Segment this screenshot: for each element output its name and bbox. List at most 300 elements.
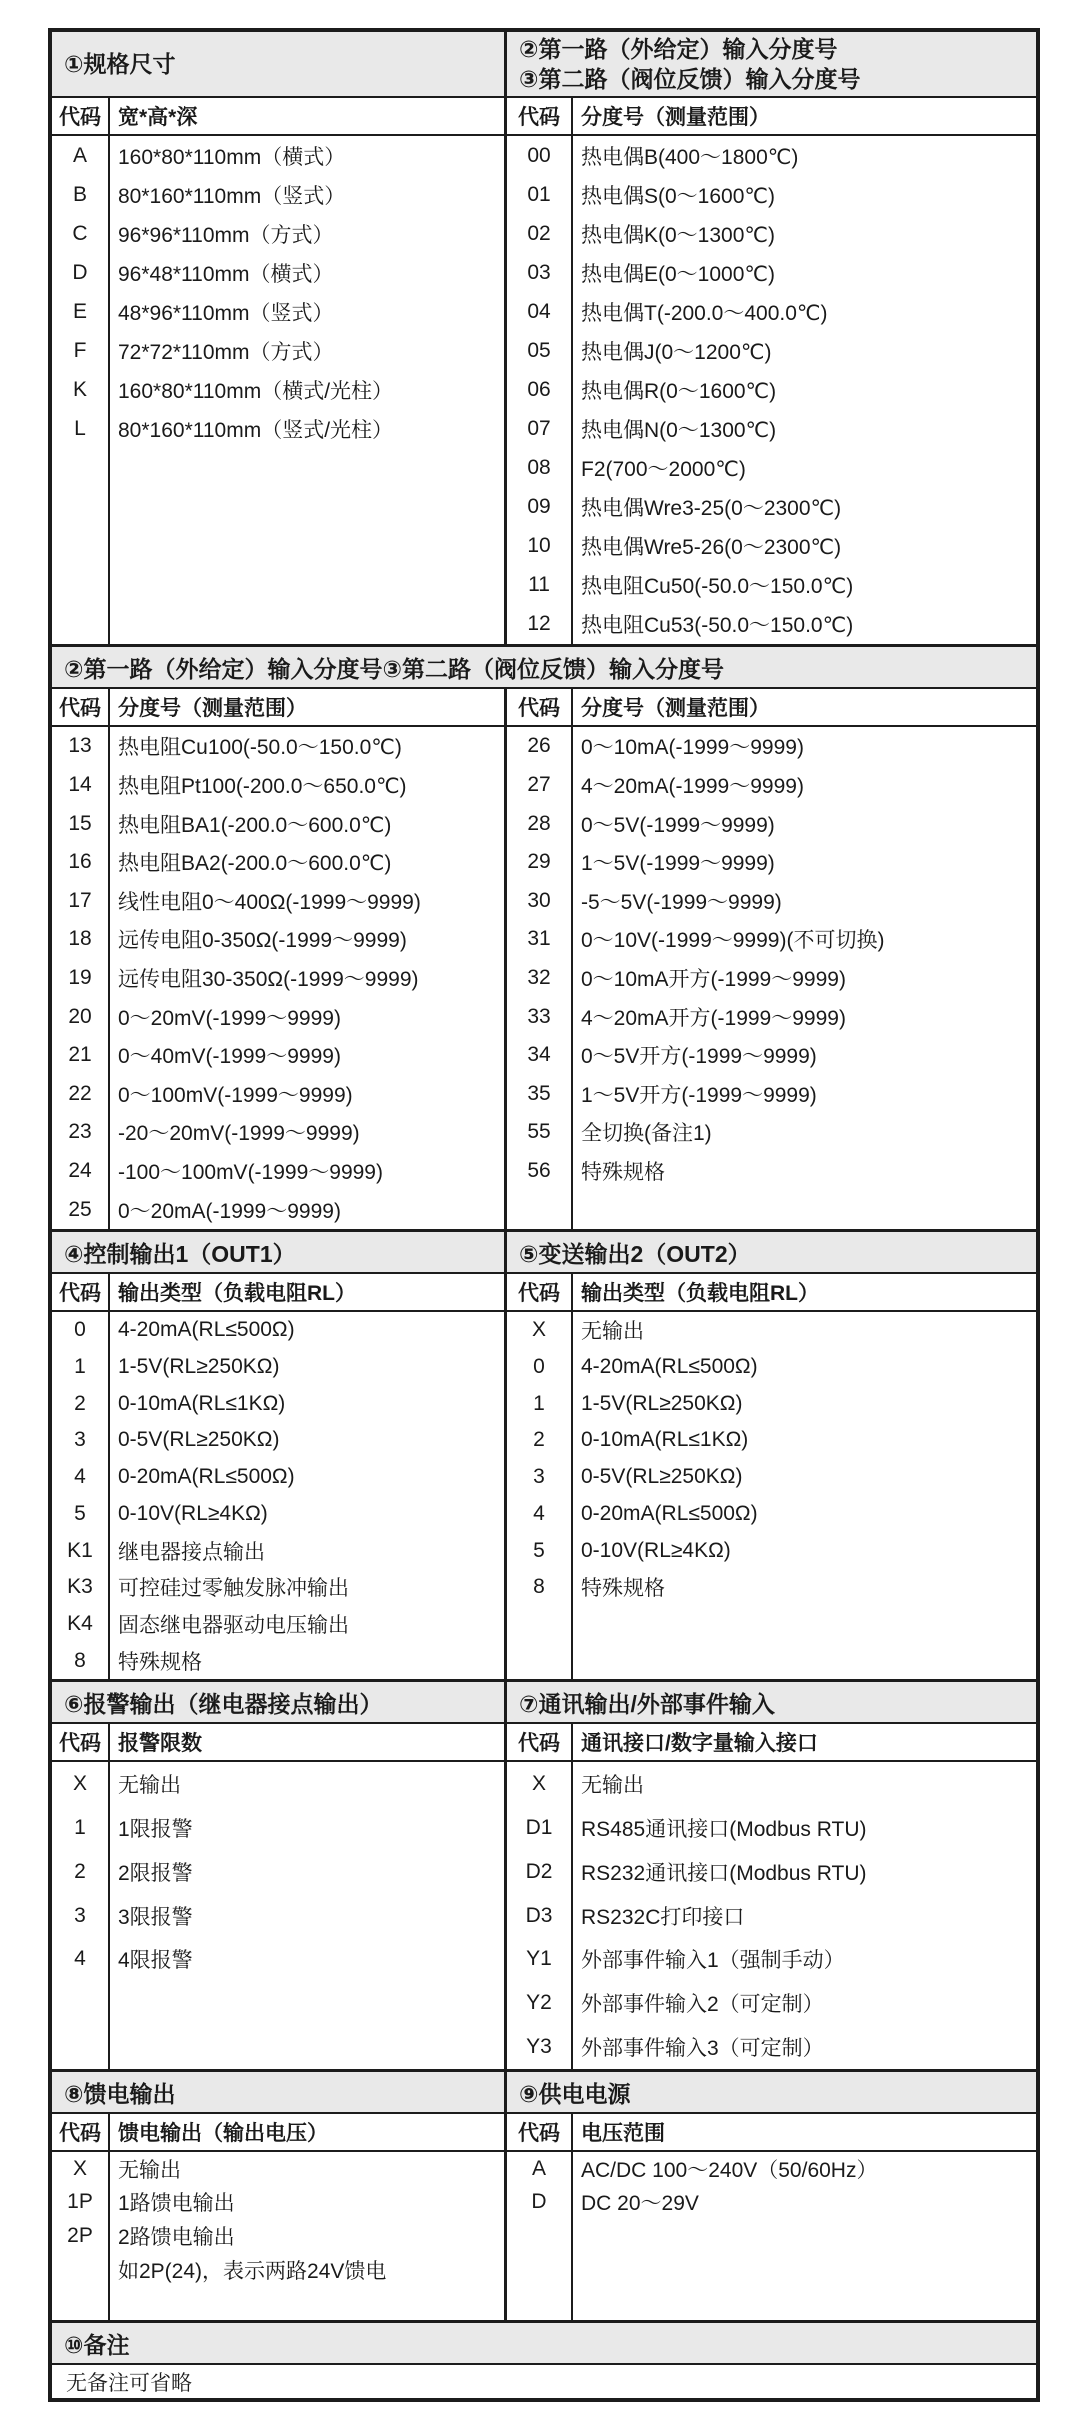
table-row [52,881,504,920]
row-code: 10 [507,527,573,566]
row-desc: 无输出 [581,1320,644,1344]
row-desc: 热电阻Cu53(-50.0～150.0℃) [581,614,854,638]
code-column-header: 代码 [52,1724,110,1760]
row-desc: 外部事件输入2（可定制） [581,1993,824,2017]
row-desc: 0-20mA(RL≤500Ω) [581,1501,758,1525]
value-column-header: 分度号（测量范围） [581,697,770,720]
column-header-row [52,98,504,136]
table-row [52,1642,504,1679]
row-desc: 远传电阻0-350Ω(-1999～9999) [118,929,407,953]
row-code: A [507,2152,573,2186]
row-desc: 可控硅过零触发脉冲输出 [118,1577,349,1601]
row-desc: RS485通讯接口(Modbus RTU) [581,1817,867,1841]
row-code: 24 [52,1152,110,1191]
row-code: K [52,370,110,409]
table-row [52,1113,504,1152]
table-filler [507,2219,1036,2320]
row-code: 5 [52,1496,110,1533]
band-outputs [52,1229,1036,1679]
row-desc: 1路馈电输出 [118,2192,235,2216]
row-desc: 如2P(24)，表示两路24V馈电 [118,2259,387,2283]
code-column-header: 代码 [507,1274,573,1310]
row-code: 32 [507,959,573,998]
row-code: 08 [507,449,573,488]
table-row [507,449,1036,488]
code-column-header: 代码 [507,1724,573,1760]
row-desc: 0-10mA(RL≤1KΩ) [118,1391,286,1415]
section-out2 [507,1232,1036,1679]
section-title-text: ②第一路（外给定）输入分度号③第二路（阀位反馈）输入分度号 [64,655,724,682]
comm-rows [507,1762,1036,2069]
table-row [507,566,1036,605]
row-desc: 0-10V(RL≥4KΩ) [118,1501,268,1525]
row-desc: 0～100mV(-1999～9999) [118,1083,353,1107]
table-row [52,1606,504,1643]
row-code: 14 [52,766,110,805]
row-code: D [52,253,110,292]
code-column-header: 代码 [52,98,110,134]
row-desc: 0～10mA开方(-1999～9999) [581,967,846,991]
row-code: K4 [52,1606,110,1643]
table-row [507,1850,1036,1894]
table-row [507,1496,1036,1533]
row-desc: 0～20mA(-1999～9999) [118,1199,341,1223]
row-desc: 1～5V开方(-1999～9999) [581,1083,817,1107]
row-code: D1 [507,1806,573,1850]
row-code: 4 [507,1496,573,1533]
table-row [507,997,1036,1036]
spec-rows [52,136,504,644]
table-row [52,2219,504,2253]
section-title-text: ⑦通讯输出/外部事件输入 [519,1690,775,1717]
table-row [52,1190,504,1229]
row-desc: 热电偶Wre3-25(0～2300℃) [581,497,842,521]
row-code: 09 [507,488,573,527]
table-row [507,881,1036,920]
row-desc: 热电阻Cu50(-50.0～150.0℃) [581,575,854,599]
row-code: 07 [507,410,573,449]
row-code: 34 [507,1036,573,1075]
filler-code-cell [507,1190,573,1229]
row-desc: RS232C打印接口 [581,1905,745,1929]
row-code: 04 [507,292,573,331]
row-desc: 继电器接点输出 [118,1540,265,1564]
table-row [507,1113,1036,1152]
table-filler [52,2286,504,2320]
column-header-row [507,1274,1036,1312]
row-code: 0 [507,1349,573,1386]
table-row [507,920,1036,959]
value-column-header: 分度号（测量范围） [581,106,770,129]
row-code: F [52,331,110,370]
table-row [52,292,504,331]
row-desc: 1限报警 [118,1817,193,1841]
row-code: 06 [507,370,573,409]
table-row [52,1894,504,1938]
table-row [52,214,504,253]
row-code: 19 [52,959,110,998]
row-desc: 4～20mA开方(-1999～9999) [581,1006,846,1030]
table-row [507,2186,1036,2220]
row-code: 03 [507,253,573,292]
section-spec-size [52,32,507,644]
table-row [52,1937,504,1981]
filler-code-cell [507,1606,573,1679]
band-feed-power [52,2069,1036,2320]
column-header-row [52,1274,504,1312]
section-input-a [507,32,1036,644]
column-header-row [507,1724,1036,1762]
band-note [52,2320,1036,2398]
row-desc: 全切换(备注1) [581,1122,712,1146]
table-row [52,959,504,998]
table-row [507,766,1036,805]
filler-code-cell [507,2219,573,2320]
section-title-input-b [52,647,1036,689]
row-code: 26 [507,727,573,766]
row-code: 2 [52,1385,110,1422]
row-desc: -100～100mV(-1999～9999) [118,1161,383,1184]
table-row [52,1762,504,1806]
filler-desc-cell [110,2286,504,2320]
row-desc: 4～20mA(-1999～9999) [581,774,804,798]
row-code: X [52,1762,110,1806]
section-title-out2 [507,1232,1036,1274]
row-code: 17 [52,881,110,920]
section-title-text: ⑨供电电源 [519,2080,631,2107]
row-code: 29 [507,843,573,882]
row-desc: 2路馈电输出 [118,2225,235,2249]
section-title-power [507,2072,1036,2114]
value-column-header: 馈电输出（输出电压） [118,2122,328,2145]
row-code: X [507,1312,573,1349]
row-code: D [507,2186,573,2220]
input-b-right [507,689,1036,1229]
row-code: 56 [507,1152,573,1191]
row-code: 4 [52,1459,110,1496]
row-desc: 热电偶K(0～1300℃) [581,223,775,247]
row-desc: 远传电阻30-350Ω(-1999～9999) [118,967,419,991]
row-desc: 160*80*110mm（横式） [118,145,346,169]
code-column-header: 代码 [52,689,110,725]
section-title-out1 [52,1232,504,1274]
column-header-row [507,689,1036,727]
row-desc: 0-5V(RL≥250KΩ) [118,1428,280,1452]
row-code: A [52,136,110,175]
table-row [52,136,504,175]
table-row [52,410,504,449]
value-column-header: 输出类型（负载电阻RL） [118,1282,356,1305]
row-desc: 0～20mV(-1999～9999) [118,1006,341,1030]
filler-desc-cell [573,1606,1036,1679]
row-desc: 热电阻Cu100(-50.0～150.0℃) [118,736,402,760]
table-filler [507,1190,1036,1229]
table-row [52,1496,504,1533]
row-code: 1P [52,2186,110,2220]
section-title-text: ⑤变送输出2（OUT2） [519,1240,751,1267]
row-code: 16 [52,843,110,882]
row-desc: 热电偶N(0～1300℃) [581,419,777,443]
row-desc: 48*96*110mm（竖式） [118,301,334,325]
section-title-input-a [507,32,1036,98]
column-header-row [52,689,504,727]
row-desc: 0-5V(RL≥250KΩ) [581,1465,743,1489]
row-code: 33 [507,997,573,1036]
note-content: 无备注可省略 [66,2371,192,2395]
table-row [507,843,1036,882]
row-desc: 无输出 [581,1773,644,1797]
table-row [52,2253,504,2287]
table-row [507,1152,1036,1191]
table-row [507,410,1036,449]
row-desc: 0-10mA(RL≤1KΩ) [581,1428,749,1452]
table-row [507,1074,1036,1113]
row-code: E [52,292,110,331]
row-code: K3 [52,1569,110,1606]
feed-rows [52,2152,504,2320]
value-column-header: 输出类型（负载电阻RL） [581,1282,819,1305]
input-a-rows [507,136,1036,644]
row-desc: 热电阻BA1(-200.0～600.0℃) [118,813,392,837]
row-desc: 0～5V开方(-1999～9999) [581,1045,817,1069]
row-code: 18 [52,920,110,959]
row-code: 31 [507,920,573,959]
row-code [52,2253,110,2287]
table-row [507,1459,1036,1496]
row-code: 3 [52,1894,110,1938]
alarm-rows [52,1762,504,2069]
section-title-feed [52,2072,504,2114]
row-desc: 1～5V(-1999～9999) [581,852,775,876]
table-row [507,727,1036,766]
table-row [52,1349,504,1386]
column-header-row [52,2114,504,2152]
table-row [507,331,1036,370]
table-filler [507,1606,1036,1679]
table-row [507,959,1036,998]
table-row [507,1894,1036,1938]
row-desc: 0～10V(-1999～9999)(不可切换) [581,929,885,953]
code-column-header: 代码 [52,2114,110,2150]
table-row [52,1312,504,1349]
table-row [507,605,1036,644]
row-code: 22 [52,1074,110,1113]
row-desc: DC 20～29V [581,2192,699,2216]
table-row [507,370,1036,409]
table-row [52,804,504,843]
section-title-text: ⑧馈电输出 [64,2080,176,2107]
section-title-comm [507,1682,1036,1724]
row-desc: 无输出 [118,1773,181,1797]
row-code: 1 [52,1349,110,1386]
row-desc: 热电阻Pt100(-200.0～650.0℃) [118,774,407,798]
table-row [507,1349,1036,1386]
row-code: 25 [52,1190,110,1229]
row-code: 35 [507,1074,573,1113]
table-row [507,1385,1036,1422]
section-title-alarm [52,1682,504,1724]
table-row [52,766,504,805]
row-code: 13 [52,727,110,766]
input-b-right-rows [507,727,1036,1229]
section-feed [52,2072,507,2320]
row-desc: 外部事件输入1（强制手动） [581,1949,845,1973]
row-desc: 2限报警 [118,1861,193,1885]
table-row [507,1981,1036,2025]
section-title-text: ④控制输出1（OUT1） [64,1240,296,1267]
row-desc: -5～5V(-1999～9999) [581,890,782,914]
model-selection-table [48,28,1040,2402]
row-code: Y3 [507,2025,573,2069]
row-code: 21 [52,1036,110,1075]
row-desc: 特殊规格 [581,1161,665,1184]
row-desc: 0-20mA(RL≤500Ω) [118,1465,295,1489]
row-code: B [52,175,110,214]
input-b-left [52,689,507,1229]
power-rows [507,2152,1036,2320]
row-desc: 0-10V(RL≥4KΩ) [581,1538,731,1562]
table-row [507,527,1036,566]
row-desc: 特殊规格 [581,1577,665,1601]
row-desc: 固态继电器驱动电压输出 [118,1613,349,1637]
row-desc: 80*160*110mm（竖式） [118,184,346,208]
code-column-header: 代码 [507,98,573,134]
table-row [507,253,1036,292]
row-code: 55 [507,1113,573,1152]
row-desc: 外部事件输入3（可定制） [581,2037,824,2061]
row-code: 15 [52,804,110,843]
row-code: 05 [507,331,573,370]
table-row [507,488,1036,527]
row-code: 02 [507,214,573,253]
section-power [507,2072,1036,2320]
table-row [52,1152,504,1191]
row-desc: 1-5V(RL≥250KΩ) [581,1391,743,1415]
table-row [52,331,504,370]
table-row [52,2186,504,2220]
row-desc: 80*160*110mm（竖式/光柱） [118,419,394,443]
section-title-text: ①规格尺寸 [64,51,176,77]
filler-desc-cell [573,2219,1036,2320]
row-code: 27 [507,766,573,805]
table-row [52,1850,504,1894]
row-code: 12 [507,605,573,644]
row-desc: RS232通讯接口(Modbus RTU) [581,1861,867,1885]
code-column-header: 代码 [507,689,573,725]
filler-code-cell [52,449,110,644]
row-desc: 4-20mA(RL≤500Ω) [581,1355,758,1379]
code-column-header: 代码 [52,1274,110,1310]
column-header-row [507,98,1036,136]
table-row [507,292,1036,331]
row-code: D3 [507,1894,573,1938]
value-column-header: 宽*高*深 [118,106,198,129]
section-comm [507,1682,1036,2069]
row-desc: 热电偶R(0～1600℃) [581,380,777,403]
table-row [52,2152,504,2186]
row-code: 2P [52,2219,110,2253]
table-row [52,1385,504,1422]
row-code: 5 [507,1532,573,1569]
value-column-header: 电压范围 [581,2122,665,2145]
table-row [52,843,504,882]
input-b-split [52,689,1036,1229]
value-column-header: 报警限数 [118,1732,202,1755]
row-code: Y1 [507,1937,573,1981]
table-row [52,997,504,1036]
row-desc: 热电偶S(0～1600℃) [581,184,775,208]
row-desc: 96*48*110mm（横式） [118,262,334,286]
table-row [52,1422,504,1459]
out1-rows [52,1312,504,1679]
row-desc: 特殊规格 [118,1650,202,1674]
row-desc: 160*80*110mm（横式/光柱） [118,380,394,403]
row-desc: 4-20mA(RL≤500Ω) [118,1318,295,1342]
table-row [52,1806,504,1850]
row-desc: AC/DC 100～240V（50/60Hz） [581,2158,878,2182]
table-row [52,1532,504,1569]
band-input-b [52,644,1036,1229]
row-desc: 无输出 [118,2158,181,2182]
row-desc: -20～20mV(-1999～9999) [118,1122,360,1146]
row-code: C [52,214,110,253]
row-code: X [52,2152,110,2186]
table-row [52,1459,504,1496]
row-desc: 热电偶T(-200.0～400.0℃) [581,301,828,325]
row-code: 2 [52,1850,110,1894]
row-code: 8 [507,1569,573,1606]
row-code: 0 [52,1312,110,1349]
value-column-header: 分度号（测量范围） [118,697,307,720]
table-row [52,1569,504,1606]
row-code: 20 [52,997,110,1036]
row-desc: 热电偶Wre5-26(0～2300℃) [581,536,842,560]
column-header-row [507,2114,1036,2152]
section-title-note [52,2323,1036,2365]
row-desc: 0～5V(-1999～9999) [581,813,775,837]
row-code: K1 [52,1532,110,1569]
band-alarm-comm [52,1679,1036,2069]
table-row [507,1937,1036,1981]
section-alarm [52,1682,507,2069]
row-code: 3 [52,1422,110,1459]
row-desc: 热电偶J(0～1200℃) [581,340,772,364]
row-desc: 热电偶E(0～1000℃) [581,262,775,286]
row-desc: 1-5V(RL≥250KΩ) [118,1355,280,1379]
table-row [507,804,1036,843]
filler-desc-cell [110,449,504,644]
section-title-text: ⑥报警输出（继电器接点输出） [64,1690,383,1717]
row-code: L [52,410,110,449]
section-out1 [52,1232,507,1679]
filler-desc-cell [110,1981,504,2069]
table-row [507,1532,1036,1569]
table-filler [52,1981,504,2069]
row-desc: 热电偶B(400～1800℃) [581,145,799,169]
filler-desc-cell [573,1190,1036,1229]
value-column-header: 通讯接口/数字量输入接口 [581,1732,818,1755]
table-row [507,2152,1036,2186]
row-code: 28 [507,804,573,843]
row-code: 3 [507,1459,573,1496]
table-row [507,136,1036,175]
row-desc: 3限报警 [118,1905,193,1929]
row-desc: 线性电阻0～400Ω(-1999～9999) [118,890,421,914]
section-title-line2: ③第二路（阀位反馈）输入分度号 [519,66,861,92]
table-row [52,1074,504,1113]
row-code: 8 [52,1642,110,1679]
table-row [52,1036,504,1075]
